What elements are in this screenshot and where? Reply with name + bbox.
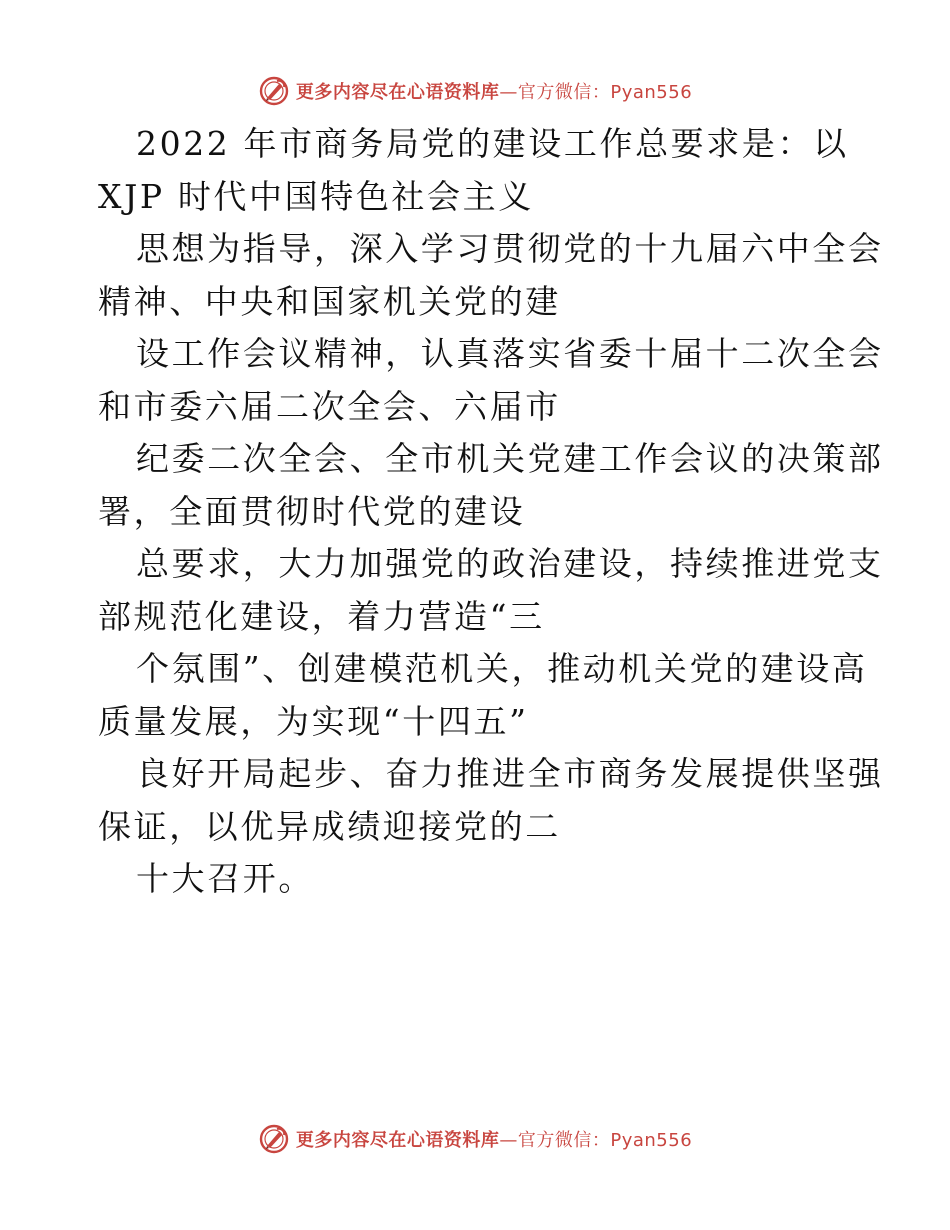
text-line: 良好开局起步、奋力推进全市商务发展提供坚强	[136, 754, 884, 793]
quill-pen-logo-icon	[258, 1123, 290, 1155]
text-line: 保证，以优异成绩迎接党的二	[98, 806, 561, 846]
text-line: 个氛围”、创建模范机关，推动机关党的建设高	[136, 649, 868, 688]
header-banner	[0, 74, 950, 108]
text-line: 总要求，大力加强党的政治建设，持续推进党支	[136, 544, 884, 583]
banner-wechat-id: Pyan556	[610, 1130, 693, 1151]
banner-separator: —	[499, 82, 518, 103]
text-line: 十大召开。	[136, 859, 314, 898]
text-line: 和市委六届二次全会、六届市	[98, 386, 561, 426]
text-line: 设工作会议精神，认真落实省委十届十二次全会	[136, 334, 884, 373]
text-line: 署，全面贯彻时代党的建设	[98, 491, 526, 531]
text-line: 思想为指导，深入学习贯彻党的十九届六中全会	[136, 229, 884, 268]
banner-wechat-label: 官方微信：	[517, 82, 611, 103]
footer-banner	[0, 1122, 950, 1156]
banner-separator: —	[499, 1130, 518, 1151]
banner-wechat-label: 官方微信：	[517, 1130, 611, 1151]
banner-label: 更多内容尽在心语资料库	[295, 82, 500, 103]
banner-wechat-id: Pyan556	[610, 82, 693, 103]
quill-pen-logo-icon	[258, 75, 290, 107]
banner-label: 更多内容尽在心语资料库	[295, 1130, 500, 1151]
text-line: 部规范化建设，着力营造“三	[98, 596, 545, 636]
text-line: 2022 年市商务局党的建设工作总要求是：以	[136, 124, 849, 163]
text-line: XJP 时代中国特色社会主义	[98, 176, 534, 216]
text-line: 纪委二次全会、全市机关党建工作会议的决策部	[136, 439, 884, 478]
document-body	[98, 118, 888, 906]
text-line: 精神、中央和国家机关党的建	[98, 281, 561, 321]
text-line: 质量发展，为实现“十四五”	[98, 701, 529, 741]
